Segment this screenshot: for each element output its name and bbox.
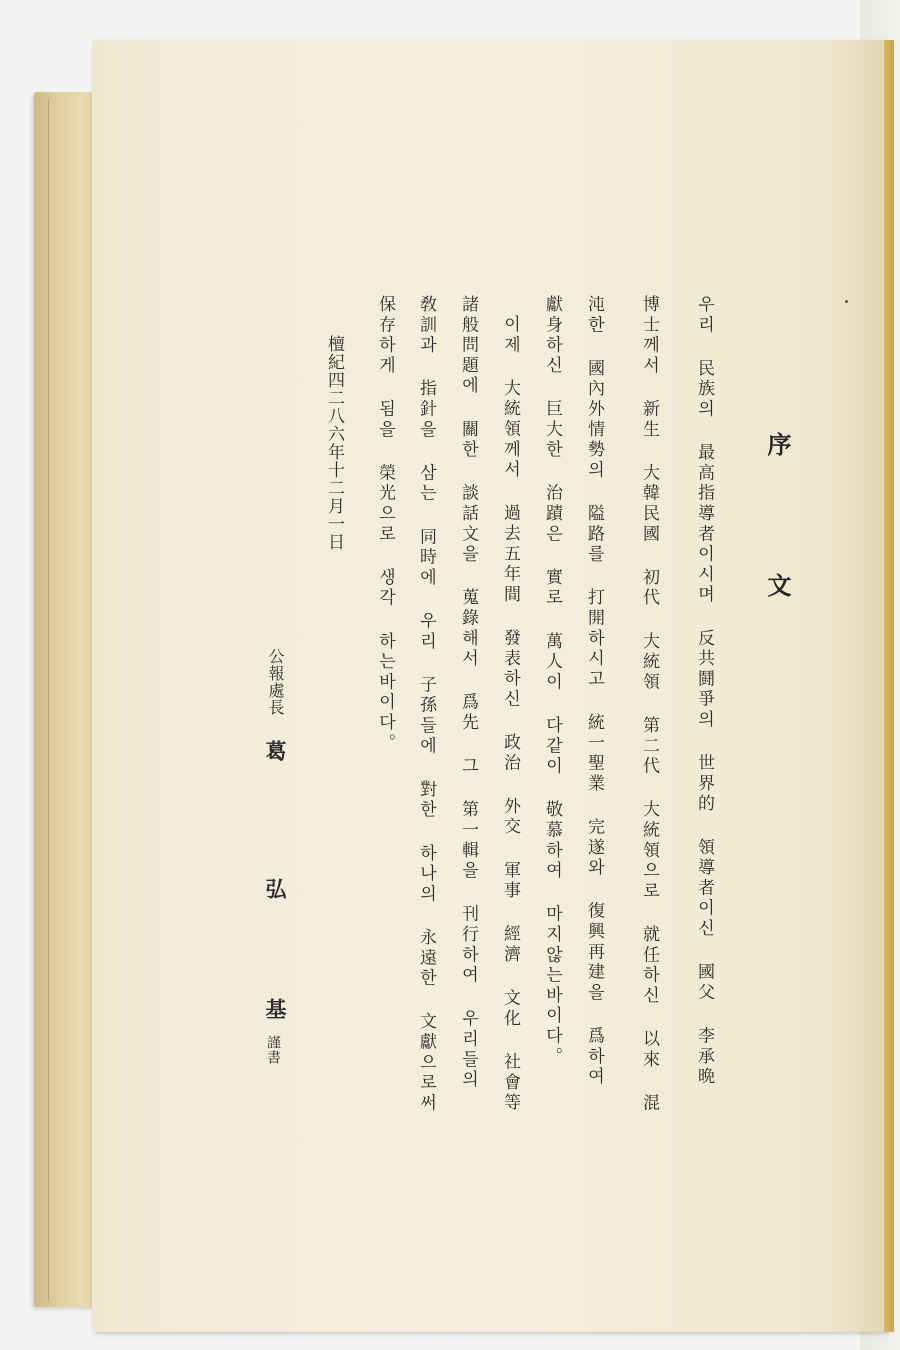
signature-suffix: 謹書 bbox=[265, 1035, 281, 1065]
signature-office: 公報處長 bbox=[266, 648, 285, 716]
signature-name-char-3: 基 bbox=[263, 998, 288, 1019]
right-page-edge bbox=[884, 40, 894, 1332]
body-line-8: 保存하게 됨을 榮光으로 생각 하는바이다。 bbox=[375, 295, 395, 754]
body-line-2: 博士께서 新生 大韓民國 初代 大統領 第二代 大統領으로 就任하신 以來 混 bbox=[639, 295, 659, 1114]
page-title: 序 文 bbox=[763, 432, 792, 641]
body-line-6: 諸般問題에 關한 談話文을 蒐錄해서 爲先 그 第一輯을 刊行하여 우리들의 bbox=[458, 295, 478, 1091]
book-page bbox=[92, 40, 887, 1332]
paper-speck bbox=[845, 300, 848, 303]
body-line-3: 沌한 國內外情勢의 隘路를 打開하시고 統一聖業 完遂와 復興再建을 爲하여 bbox=[584, 295, 604, 1088]
body-line-4: 獻身하신 巨大한 治蹟은 實로 萬人이 다같이 敬慕하여 마지않는바이다。 bbox=[542, 295, 562, 1068]
body-line-7: 敎訓과 指針을 삼는 同時에 우리 子孫들에 對한 하나의 永遠한 文獻으로써 bbox=[416, 295, 436, 1114]
signature-name-char-2: 弘 bbox=[263, 878, 288, 899]
date-line: 檀紀四二八六年十二月一日 bbox=[324, 335, 344, 551]
body-line-5: 이제 大統領께서 過去五年間 發表하신 政治 外交 軍事 經濟 文化 社會等 bbox=[500, 315, 520, 1114]
body-line-1: 우리 民族의 最高指導者이시며 反共鬪爭의 世界的 領導者이신 國父 李承晩 bbox=[694, 295, 714, 1088]
signature-name-char-1: 葛 bbox=[263, 740, 288, 761]
